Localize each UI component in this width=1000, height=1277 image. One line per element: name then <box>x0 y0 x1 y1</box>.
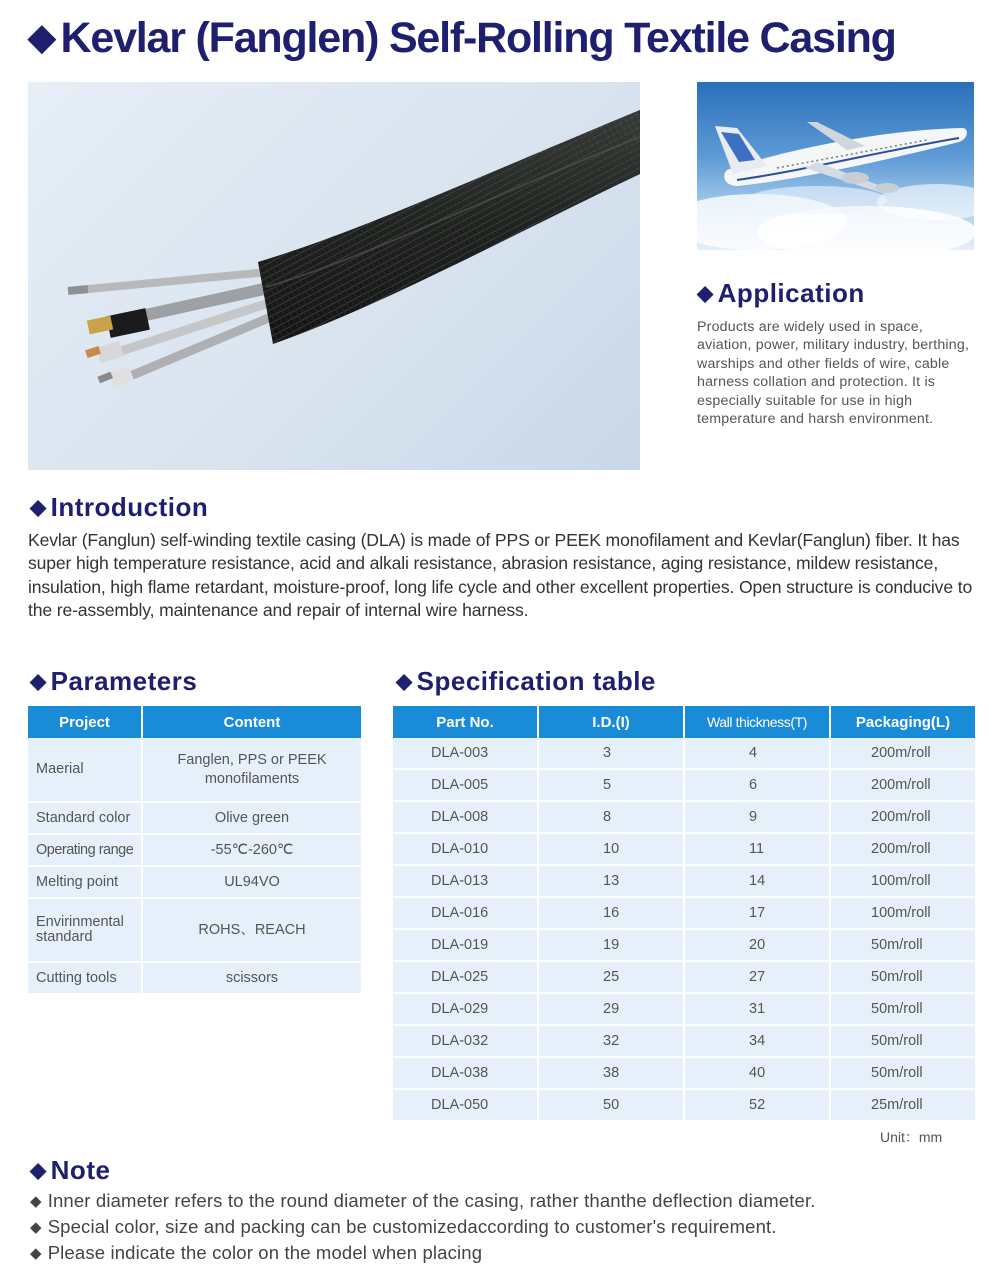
airplane-photo <box>697 82 974 250</box>
parameters-header-row <box>28 706 361 738</box>
table-row <box>28 898 361 962</box>
spec-id: 32 <box>538 1025 684 1057</box>
spec-packaging: 100m/roll <box>830 865 975 897</box>
note-heading-text: Note <box>50 1155 111 1185</box>
application-heading <box>697 278 865 309</box>
spec-wall-thickness: 11 <box>684 833 830 865</box>
note-item-text: Please indicate the color on the model when placing <box>47 1242 483 1263</box>
introduction-heading-text: Introduction <box>50 492 209 522</box>
introduction-heading <box>30 492 208 523</box>
parameters-header-content: Content <box>142 706 361 738</box>
page-title <box>28 14 896 63</box>
table-row <box>393 865 975 897</box>
note-item <box>30 1242 482 1264</box>
table-row <box>28 802 361 834</box>
spec-header-part-no: Part No. <box>393 706 538 738</box>
spec-packaging: 50m/roll <box>830 961 975 993</box>
diamond-bullet-icon: ◆ <box>30 670 47 693</box>
note-item <box>30 1190 816 1212</box>
diamond-bullet-icon: ◆ <box>396 670 413 693</box>
spec-packaging: 50m/roll <box>830 929 975 961</box>
application-text: Products are widely used in space, aviation, power, military industry, berthing, warships and other fields of wire, cable harness collation and protection. It is especially suitable for use in high temperature and harsh environment. <box>697 319 970 428</box>
spec-header-id: I.D.(I) <box>538 706 684 738</box>
spec-header-wall-thickness: Wall thickness(T) <box>684 706 830 738</box>
table-row <box>393 993 975 1025</box>
diamond-bullet-icon: ◆ <box>28 16 55 57</box>
note-heading <box>30 1155 110 1186</box>
spec-wall-thickness: 34 <box>684 1025 830 1057</box>
specification-heading <box>396 666 656 697</box>
note-item <box>30 1216 777 1238</box>
spec-wall-thickness: 27 <box>684 961 830 993</box>
spec-packaging: 50m/roll <box>830 993 975 1025</box>
spec-wall-thickness: 14 <box>684 865 830 897</box>
table-row <box>393 1025 975 1057</box>
spec-id: 10 <box>538 833 684 865</box>
diamond-bullet-icon: ◆ <box>30 1159 47 1182</box>
spec-packaging: 50m/roll <box>830 1025 975 1057</box>
spec-packaging: 200m/roll <box>830 801 975 833</box>
spec-wall-thickness: 40 <box>684 1057 830 1089</box>
spec-id: 50 <box>538 1089 684 1121</box>
spec-wall-thickness: 4 <box>684 738 830 769</box>
diamond-bullet-icon: ◆ <box>30 496 47 519</box>
spec-header-packaging: Packaging(L) <box>830 706 975 738</box>
spec-id: 25 <box>538 961 684 993</box>
parameter-value: Fanglen, PPS or PEEK monofilaments <box>142 738 361 802</box>
spec-id: 16 <box>538 897 684 929</box>
spec-part-no: DLA-010 <box>393 833 538 865</box>
spec-part-no: DLA-008 <box>393 801 538 833</box>
unit-label: Unit：mm <box>880 1129 943 1145</box>
spec-packaging: 100m/roll <box>830 897 975 929</box>
spec-packaging: 25m/roll <box>830 1089 975 1121</box>
spec-id: 13 <box>538 865 684 897</box>
table-row <box>393 833 975 865</box>
spec-part-no: DLA-029 <box>393 993 538 1025</box>
spec-id: 38 <box>538 1057 684 1089</box>
table-row <box>393 1057 975 1089</box>
spec-packaging: 200m/roll <box>830 833 975 865</box>
table-row <box>393 961 975 993</box>
application-heading-text: Application <box>717 278 865 308</box>
introduction-text: Kevlar (Fanglun) self-winding textile casing (DLA) is made of PPS or PEEK monofilament and Kevlar(Fanglun) fiber. It has super high temperature resistance, acid and alkali resistance, abrasion resistance, aging resistance, mildew resistance, insulation, high flame retardant, moisture-proof, long life cycle and other excellent properties. Open structure is conducive to the re-assembly, maintenance and repair of internal wire harness. <box>28 530 973 621</box>
table-row <box>28 962 361 994</box>
parameter-value: scissors <box>142 962 361 994</box>
parameter-value: ROHS、REACH <box>142 898 361 962</box>
spec-wall-thickness: 6 <box>684 769 830 801</box>
parameter-name: Maerial <box>28 738 142 802</box>
parameter-name: Standard color <box>28 802 142 834</box>
table-row <box>28 738 361 802</box>
product-photo <box>28 82 640 470</box>
spec-part-no: DLA-038 <box>393 1057 538 1089</box>
sleeve-illustration <box>28 82 640 470</box>
spec-id: 5 <box>538 769 684 801</box>
spec-part-no: DLA-016 <box>393 897 538 929</box>
note-item-text: Special color, size and packing can be customizedaccording to customer's requirement. <box>47 1216 777 1237</box>
parameter-name: Envirinmental standard <box>28 898 142 962</box>
table-row <box>393 1089 975 1121</box>
table-row <box>393 801 975 833</box>
parameter-name: Operating range <box>28 834 142 866</box>
spec-part-no: DLA-003 <box>393 738 538 769</box>
spec-part-no: DLA-019 <box>393 929 538 961</box>
diamond-bullet-icon: ◆ <box>30 1193 42 1210</box>
spec-id: 3 <box>538 738 684 769</box>
diamond-bullet-icon: ◆ <box>697 282 714 305</box>
specification-header-row <box>393 706 975 738</box>
table-row <box>393 929 975 961</box>
table-row <box>393 738 975 769</box>
parameter-name: Cutting tools <box>28 962 142 994</box>
table-row <box>28 866 361 898</box>
parameters-header-project: Project <box>28 706 142 738</box>
spec-id: 8 <box>538 801 684 833</box>
spec-part-no: DLA-050 <box>393 1089 538 1121</box>
parameters-table <box>28 706 361 995</box>
parameters-heading <box>30 666 197 697</box>
spec-wall-thickness: 31 <box>684 993 830 1025</box>
spec-packaging: 200m/roll <box>830 769 975 801</box>
note-item-text: Inner diameter refers to the round diameter of the casing, rather thanthe deflection diameter. <box>47 1190 816 1211</box>
parameters-heading-text: Parameters <box>50 666 198 696</box>
spec-part-no: DLA-013 <box>393 865 538 897</box>
spec-packaging: 50m/roll <box>830 1057 975 1089</box>
specification-table <box>393 706 975 1122</box>
table-row <box>393 897 975 929</box>
spec-id: 19 <box>538 929 684 961</box>
airplane-illustration <box>697 82 974 250</box>
specification-heading-text: Specification table <box>416 666 656 696</box>
spec-wall-thickness: 52 <box>684 1089 830 1121</box>
spec-part-no: DLA-025 <box>393 961 538 993</box>
diamond-bullet-icon: ◆ <box>30 1219 42 1236</box>
spec-wall-thickness: 9 <box>684 801 830 833</box>
spec-part-no: DLA-032 <box>393 1025 538 1057</box>
parameter-value: Olive green <box>142 802 361 834</box>
spec-part-no: DLA-005 <box>393 769 538 801</box>
diamond-bullet-icon: ◆ <box>30 1245 42 1262</box>
table-row <box>28 834 361 866</box>
parameter-value: UL94VO <box>142 866 361 898</box>
spec-packaging: 200m/roll <box>830 738 975 769</box>
parameter-value: -55℃-260℃ <box>142 834 361 866</box>
spec-wall-thickness: 17 <box>684 897 830 929</box>
table-row <box>393 769 975 801</box>
spec-wall-thickness: 20 <box>684 929 830 961</box>
page-title-text: Kevlar (Fanglen) Self-Rolling Textile Casing <box>60 14 896 62</box>
spec-id: 29 <box>538 993 684 1025</box>
parameter-name: Melting point <box>28 866 142 898</box>
